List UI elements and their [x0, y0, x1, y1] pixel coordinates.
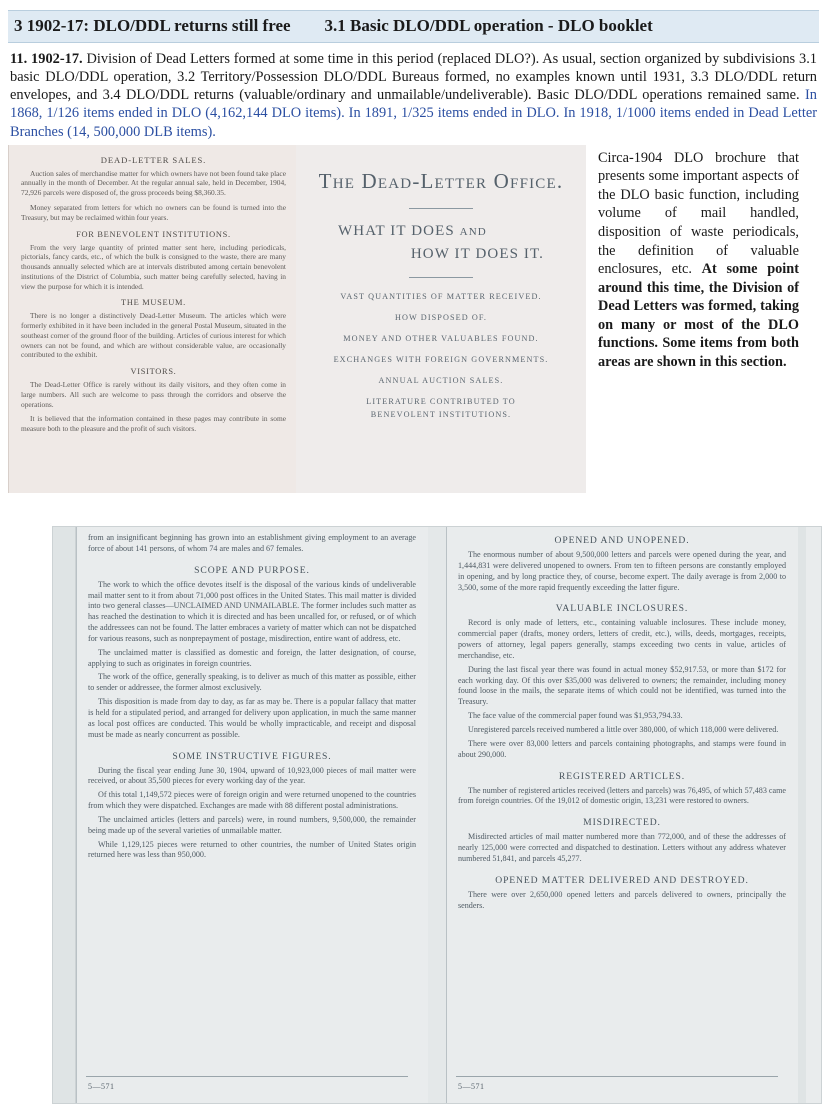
booklet-heading-some-instructive-figures: SOME INSTRUCTIVE FIGURES. [172, 750, 332, 762]
brochure-cover-line: HOW DISPOSED OF. [394, 312, 488, 322]
brochure-heading-visitors: VISITORS. [130, 367, 177, 377]
figure-caption [586, 145, 801, 372]
brochure-paragraph: Auction sales of merchandise matter for which owners have not been found take place annually in the month of December. At the regular annual sale, held in December, 1904, 72,926 parcels were disposed of, the gross proceeds being $8,360.35. [21, 168, 286, 198]
booklet-page-footer: 5—571 [88, 1082, 115, 1091]
brochure-left-page [8, 145, 296, 493]
brochure-heading-dead-letter-sales: DEAD-LETTER SALES. [100, 154, 207, 165]
booklet-heading-registered-articles: REGISTERED ARTICLES. [558, 770, 686, 782]
brochure-cover-line: VAST QUANTITIES OF MATTER RECEIVED. [340, 291, 542, 301]
brochure-cover-line: MONEY AND OTHER VALUABLES FOUND. [343, 333, 539, 343]
booklet-paragraph: There were over 83,000 letters and parcels containing photographs, and stamps were found in about 290,000. [458, 738, 786, 759]
brochure-paragraph: Money separated from letters for which no owners can be found is turned into the Treasury, but may be reclaimed within four years. [21, 203, 286, 222]
brochure-paragraph: There is no longer a distinctively Dead-Letter Museum. The articles which were formerly exhibited in it have been included in the general Postal Museum, situated in the southeast corner of the ground floor of the building. Articles of curious interest for which owners can not be found, and which are without considerable value, are occasionally contributed to the exhibit. [21, 311, 286, 360]
section-header-band [8, 10, 819, 43]
booklet-paragraph: During the last fiscal year there was found in actual money $52,917.53, or more than $172 for each working day. Of this over $35,000 was delivered to owners; the remainder, including money found loose in the mails, the separate items of which could not be identified, was turned into the Treasury. [458, 664, 786, 707]
booklet-paragraph: The work to which the office devotes itself is the disposal of the various kinds of undeliverable mail matter sent to it from about 71,000 post offices in the United States. This mail matter is divided into two general classes—UNCLAIMED AND UNMAILABLE. The former includes such matter as has reached the destination to which it is directed and has been uncalled for, or refused, or of which the addressees can not be found. The latter embraces a variety of matter which can not be dispatched for various reasons, such as nonprepayment of postage, misdirection, entire want of address, etc. [88, 579, 416, 643]
booklet-page-footer: 5—571 [458, 1082, 485, 1091]
booklet-heading-opened-matter-delivered: OPENED MATTER DELIVERED AND DESTROYED. [495, 874, 749, 886]
scan-gutter-right [798, 527, 806, 1103]
booklet-heading-scope-and-purpose: SCOPE AND PURPOSE. [194, 564, 310, 576]
booklet-paragraph: Record is only made of letters, etc., containing valuable inclosures. These include money, commercial paper (drafts, money orders, letters of credit, etc.), wills, deeds, mortgages, receipts, powers of attorney, legal papers generally, stamps exceeding two cents in value, articles of merchandise, etc. [458, 618, 786, 660]
brochure-cover-line: ANNUAL AUCTION SALES. [378, 375, 504, 385]
divider-rule [409, 208, 473, 209]
footer-rule [456, 1076, 778, 1077]
booklet-left-column [76, 527, 428, 1103]
intro-paragraph [10, 50, 817, 141]
brochure-cover-subtitle-2: HOW IT DOES IT. [410, 245, 544, 262]
brochure-cover-title: The Dead-Letter Office. [318, 168, 564, 193]
scan-gutter-left [53, 527, 76, 1103]
column-rule [446, 527, 447, 1103]
divider-rule [409, 277, 473, 278]
booklet-paragraph: During the fiscal year ending June 30, 1904, upward of 10,923,000 pieces of mail matter were received, or about 35,500 pieces for every working day of the year. [88, 765, 416, 786]
brochure-cover-page [296, 145, 586, 493]
footer-rule [86, 1076, 408, 1077]
document-page [0, 10, 827, 1110]
booklet-paragraph: This disposition is made from day to day, as far as may be. There is a popular fallacy that matter is held for a stipulated period, and arranged for delivery upon application, in much the same manner as local post offices are conducted. This would be wholly impracticable, and receipt and disposal must be made as nearly concurrent as possible. [88, 697, 416, 739]
booklet-scan [52, 526, 822, 1104]
brochure-cover-line: EXCHANGES WITH FOREIGN GOVERNMENTS. [333, 354, 549, 364]
figure-caption-text: Circa-1904 DLO brochure that presents some important aspects of the DLO basic function, including volume of mail handled, disposition of waste periodicals, the definition of valuable enclosures, etc. [598, 149, 799, 278]
figure-caption-emphasis: At some point around this time, the Division of Dead Letters was formed, taking on many or most of the DLO functions. Some items from both areas are shown in this section. [598, 261, 799, 371]
brochure-figure [8, 145, 819, 493]
intro-body-text: Division of Dead Letters formed at some time in this period (replaced DLO?). As usual, section organized by subdivisions 3.1 basic DLO/DDL operation, 3.2 Territory/Possession DLO/DDL Bureaus formed, no examples known until 1931, 3.3 DLO/DDL return envelopes, and 3.4 DLO/DDL returns (valuable/ordinary and unmailable/undeliverable). Basic DLO/DDL operations remained same. [10, 51, 817, 104]
intro-statistics-text: In 1868, 1/126 items ended in DLO (4,162,144 DLO items). In 1891, 1/325 items ended in DLO. In 1918, 1/1000 items ended in Dead Letter Branches (14, 500,000 DLB items). [10, 87, 817, 140]
booklet-paragraph: The work of the office, generally speaking, is to deliver as much of this matter as possible, either to sender or addressee, the former almost exclusively. [88, 672, 416, 693]
booklet-paragraph: The face value of the commercial paper found was $1,953,794.33. [468, 711, 683, 721]
section-title-right: 3.1 Basic DLO/DDL operation - DLO booklet [324, 16, 653, 35]
booklet-paragraph: Unregistered parcels received numbered a little over 380,000, of which 118,000 were delivered. [468, 724, 779, 734]
intro-item-number: 11. 1902-17. [10, 51, 83, 67]
brochure-paragraph: It is believed that the information contained in these pages may contribute in some measure both to the pleasure and the profit of such visitors. [21, 414, 286, 434]
booklet-paragraph: The unclaimed matter is classified as domestic and foreign, the latter designation, of course, applying to such as originates in foreign countries. [88, 647, 416, 668]
column-rule [76, 527, 77, 1103]
booklet-right-column [446, 527, 798, 1103]
booklet-paragraph: Misdirected articles of mail matter numbered more than 772,000, and of these the addresses of nearly 125,000 were corrected and dispatched to destination. Letters without any address whatever numbered 51,841, and parcels 45,277. [458, 832, 786, 863]
booklet-paragraph: The unclaimed articles (letters and parcels) were, in round numbers, 9,500,000, the remainder being made up of the several varieties of unmailable matter. [88, 814, 416, 835]
section-title-left: 3 1902-17: DLO/DDL returns still free [14, 16, 291, 35]
booklet-paragraph: The enormous number of about 9,500,000 letters and parcels were opened during the year, and 1,444,831 were delivered unopened to owners. From ten to fifteen persons are constantly employed in opening, and by long practice they, of course, become expert. The daily average is from 2,000 to 3,500, some of the more rapid frequently exceeding the latter figure. [458, 550, 786, 592]
booklet-paragraph: The number of registered articles received (letters and parcels) was 76,495, of which 57,483 came from foreign countries. Of the 19,012 of domestic origin, 13,231 were restored to owners. [458, 785, 786, 806]
booklet-heading-opened-and-unopened: OPENED AND UNOPENED. [554, 535, 690, 546]
brochure-heading-benevolent-institutions: FOR BENEVOLENT INSTITUTIONS. [76, 229, 231, 239]
booklet-paragraph: While 1,129,125 pieces were returned to other countries, the number of United States origin returned here was less than 950,000. [88, 839, 416, 860]
brochure-heading-museum: THE MUSEUM. [121, 298, 186, 308]
booklet-paragraph: Of this total 1,149,572 pieces were of foreign origin and were returned unopened to the countries from which they were dispatched. Exchanges are made with 88 different postal administrations. [88, 790, 416, 811]
booklet-heading-valuable-inclosures: VALUABLE INCLOSURES. [555, 603, 689, 615]
brochure-paragraph: The Dead-Letter Office is rarely without its daily visitors, and they often come in large numbers. All such are welcome to pass through the corridors and observe the operations. [21, 380, 286, 409]
scan-center-fold [428, 527, 446, 1103]
brochure-cover-line: BENEVOLENT INSTITUTIONS. [370, 409, 512, 419]
brochure-cover-subtitle-1: WHAT IT DOES and [338, 222, 487, 239]
booklet-paragraph: There were over 2,650,000 opened letters and parcels delivered to owners, principally the senders. [458, 889, 786, 910]
booklet-heading-misdirected: MISDIRECTED. [583, 817, 661, 829]
booklet-paragraph: from an insignificant beginning has grown into an establishment giving employment to an average force of about 141 persons, of whom 74 are males and 67 females. [88, 533, 416, 553]
brochure-paragraph: From the very large quantity of printed matter sent here, including periodicals, pictorials, fancy cards, etc., of which the bulk is consigned to the waste, there are many thousands annually selected which are at intervals distributed among certain benevolent institutions of the District of Columbia, such matter being carefully selected, having in view the purpose for which it is intended. [21, 242, 286, 291]
brochure-cover-line: LITERATURE CONTRIBUTED TO [366, 396, 516, 406]
